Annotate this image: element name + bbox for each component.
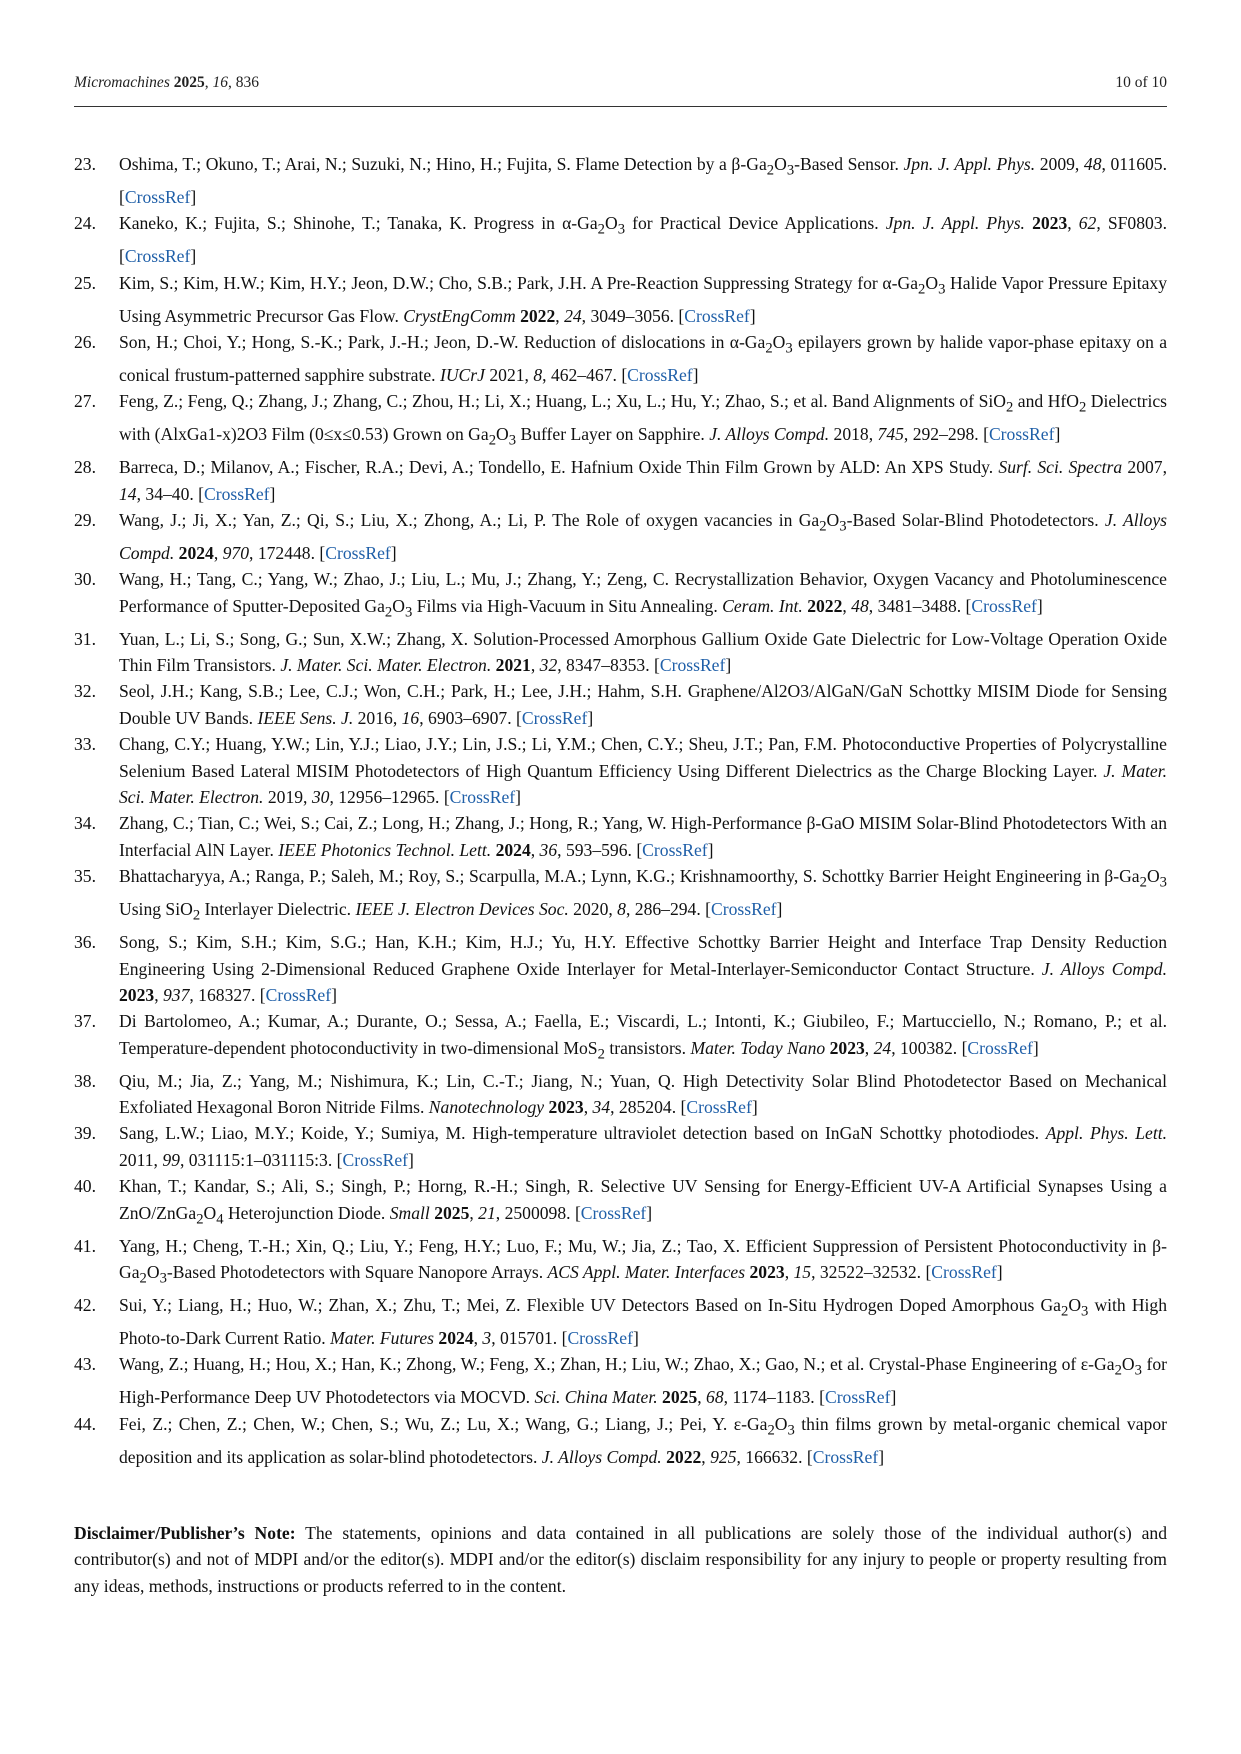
journal-abbrev: CrystEngComm <box>403 305 516 326</box>
journal-abbrev: Surf. Sci. Spectra <box>998 457 1123 478</box>
journal-abbrev: J. Alloys Compd. <box>1041 958 1167 979</box>
volume: 30 <box>311 787 330 808</box>
crossref-link[interactable]: CrossRef <box>988 424 1055 445</box>
journal-abbrev: IEEE Photonics Technol. Lett. <box>278 839 492 860</box>
crossref-link[interactable]: CrossRef <box>567 1327 633 1348</box>
reference-item <box>74 863 1167 929</box>
crossref-link[interactable]: CrossRef <box>342 1149 409 1170</box>
reference-number: 39. <box>74 1123 96 1144</box>
reference-text: Bhattacharyya, A.; Ranga, P.; Saleh, M.; Roy, S.; Scarpulla, M.A.; Lynn, K.G.; Krishnamoorthy, S. Schottky Barrier Height Engineering in $\beta-Ga_2O_3$ Using SiO$_2$ Interlayer Dielectric. IEEE J. Electron Devices Soc. 2020, 8, 286–294. [CrossRef] <box>119 866 1167 924</box>
crossref-link[interactable]: CrossRef <box>265 984 332 1005</box>
volume: 925 <box>710 1446 737 1467</box>
article-number: 836 <box>235 74 259 91</box>
crossref-link[interactable]: CrossRef <box>684 305 750 326</box>
reference-item <box>74 270 1167 329</box>
reference-item <box>74 1292 1167 1351</box>
journal-citation: Micromachines 2025, 16, 836 <box>74 74 259 91</box>
reference-number: 34. <box>74 813 96 834</box>
reference-number: 28. <box>74 457 96 478</box>
reference-item <box>74 1173 1167 1232</box>
volume: 68 <box>706 1387 724 1408</box>
reference-item <box>74 388 1167 454</box>
volume: 970 <box>222 542 250 563</box>
reference-number: 29. <box>74 509 96 530</box>
crossref-link[interactable]: CrossRef <box>124 246 191 267</box>
reference-number: 25. <box>74 272 96 293</box>
journal-abbrev: J. Alloys Compd. <box>541 1446 662 1467</box>
journal-volume: 16 <box>212 74 228 91</box>
journal-name: Micromachines <box>74 74 170 91</box>
reference-text: Qiu, M.; Jia, Z.; Yang, M.; Nishimura, K.; Lin, C.-T.; Jiang, N.; Yuan, Q. High Detectivity Solar Blind Photodetector Based on Mechanical Exfoliated Hexagonal Boron Nitride Films. Nanotechnology 2023, 34, 285204. [CrossRef] <box>119 1070 1167 1118</box>
reference-number: 37. <box>74 1011 96 1032</box>
crossref-link[interactable]: CrossRef <box>711 899 777 920</box>
reference-number: 42. <box>74 1294 96 1315</box>
journal-abbrev: Jpn. J. Appl. Phys. <box>903 154 1036 174</box>
reference-item <box>74 1068 1167 1121</box>
crossref-link[interactable]: CrossRef <box>686 1097 752 1118</box>
volume: 15 <box>793 1262 812 1283</box>
reference-item <box>74 1351 1167 1410</box>
crossref-link[interactable]: CrossRef <box>967 1037 1033 1058</box>
reference-text: Barreca, D.; Milanov, A.; Fischer, R.A.; Devi, A.; Tondello, E. Hafnium Oxide Thin Film Grown by ALD: An XPS Study. Surf. Sci. Spectra 2007, 14, 34–40. [CrossRef] <box>119 457 1167 504</box>
reference-item <box>74 1233 1167 1292</box>
volume: 937 <box>162 984 190 1005</box>
reference-text: Sui, Y.; Liang, H.; Huo, W.; Zhan, X.; Zhu, T.; Mei, Z. Flexible UV Detectors Based on In-Situ Hydrogen Doped Amorphous $Ga_2O_3$ with High Photo-to-Dark Current Ratio. Mater. Futures 2024, 3, 015701. [CrossRef] <box>119 1294 1168 1348</box>
journal-abbrev: IEEE Sens. J. <box>257 707 354 728</box>
reference-text: Zhang, C.; Tian, C.; Wei, S.; Cai, Z.; Long, H.; Zhang, J.; Hong, R.; Yang, W. High-Performance β-GaO MISIM Solar-Blind Photodetectors With an Interfacial AlN Layer. IEEE Photonics Technol. Lett. 2024, 36, 593–596. [CrossRef] <box>119 813 1167 860</box>
reference-number: 41. <box>74 1235 96 1256</box>
volume: 62 <box>1078 213 1097 234</box>
reference-number: 38. <box>74 1070 96 1091</box>
reference-number: 27. <box>74 391 96 412</box>
reference-item <box>74 566 1167 625</box>
reference-number: 31. <box>74 628 96 649</box>
reference-number: 40. <box>74 1176 96 1197</box>
reference-text: Khan, T.; Kandar, S.; Ali, S.; Singh, P.; Horng, R.-H.; Singh, R. Selective UV Sensing for Energy-Efficient UV-A Artificial Synapses Using a ZnO/$ZnGa_2O_4$ Heterojunction Diode. Small 2025, 21, 2500098. [CrossRef] <box>119 1176 1167 1228</box>
reference-list <box>74 151 1167 1470</box>
volume: 48 <box>851 595 869 616</box>
journal-abbrev: J. Mater. Sci. Mater. Electron. <box>119 760 1167 808</box>
reference-text: Yang, H.; Cheng, T.-H.; Xin, Q.; Liu, Y.; Feng, H.Y.; Luo, F.; Mu, W.; Jia, Z.; Tao, X. Efficient Suppression of Persistent Photoconductivity in $\beta-Ga_2O_3$-Based Photodetectors with Square Nanopore Arrays. ACS Appl. Mater. Interfaces 2023, 15, 32522–32532. [CrossRef] <box>119 1235 1167 1287</box>
reference-number: 44. <box>74 1413 96 1434</box>
reference-text: Sang, L.W.; Liao, M.Y.; Koide, Y.; Sumiya, M. High-temperature ultraviolet detection based on InGaN Schottky photodiodes. Appl. Phys. Lett. 2011, 99, 031115:1–031115:3. [CrossRef] <box>119 1123 1167 1170</box>
reference-item <box>74 731 1167 810</box>
volume: 8 <box>533 364 543 385</box>
reference-text: Wang, Z.; Huang, H.; Hou, X.; Han, K.; Zhong, W.; Feng, X.; Zhan, H.; Liu, W.; Zhao, X.; Gao, N.; et al. Crystal-Phase Engineering of $\varepsilon-Ga_2O_3$ for High-Performance Deep UV Photodetectors via MOCVD. Sci. China Mater. 2025, 68, 1174–1183. [CrossRef] <box>119 1354 1167 1408</box>
reference-item <box>74 1411 1167 1470</box>
reference-item <box>74 1008 1167 1067</box>
crossref-link[interactable]: CrossRef <box>642 839 708 860</box>
journal-abbrev: Appl. Phys. Lett. <box>1045 1123 1167 1144</box>
reference-text: Fei, Z.; Chen, Z.; Chen, W.; Chen, S.; Wu, Z.; Lu, X.; Wang, G.; Liang, J.; Pei, Y. $\varepsilon-Ga_2O_3$ thin films grown by metal-organic chemical vapor deposition and its application as solar-blind photodetectors. J. Alloys Compd. 2022, 925, 166632. [CrossRef] <box>119 1413 1167 1467</box>
reference-number: 30. <box>74 569 96 590</box>
reference-item <box>74 507 1167 566</box>
disclaimer-lead: Disclaimer/Publisher’s Note: <box>74 1523 296 1543</box>
journal-abbrev: IEEE J. Electron Devices Soc. <box>355 899 569 920</box>
volume: 3 <box>482 1327 492 1348</box>
volume: 32 <box>539 655 558 676</box>
reference-item <box>74 929 1167 1008</box>
reference-item <box>74 626 1167 679</box>
volume: 48 <box>1083 154 1102 174</box>
reference-text: Kim, S.; Kim, H.W.; Kim, H.Y.; Jeon, D.W.; Cho, S.B.; Park, J.H. A Pre-Reaction Suppressing Strategy for $\alpha-Ga_2O_3$ Halide Vapor Pressure Epitaxy Using Asymmetric Precursor Gas Flow. CrystEngComm 2022, 24, 3049–3056. [CrossRef] <box>119 272 1167 326</box>
journal-abbrev: Small <box>389 1202 430 1223</box>
volume: 99 <box>162 1149 180 1170</box>
reference-text: Di Bartolomeo, A.; Kumar, A.; Durante, O.; Sessa, A.; Faella, E.; Viscardi, L.; Intonti, K.; Giubileo, F.; Martucciello, N.; Romano, P.; et al. Temperature-dependent photoconductivity in two-dimensional MoS$_2$ transistors. Mater. Today Nano 2023, 24, 100382. [CrossRef] <box>119 1011 1167 1063</box>
reference-item <box>74 454 1167 507</box>
reference-item <box>74 151 1167 210</box>
crossref-link[interactable]: CrossRef <box>627 364 693 385</box>
journal-year: 2025 <box>173 74 205 91</box>
volume: 21 <box>478 1202 496 1223</box>
crossref-link[interactable]: CrossRef <box>204 483 270 504</box>
crossref-link[interactable]: CrossRef <box>325 542 391 563</box>
page-number: 10 of 10 <box>1115 74 1167 91</box>
reference-text: Wang, H.; Tang, C.; Yang, W.; Zhao, J.; Liu, L.; Mu, J.; Zhang, Y.; Zeng, C. Recrystallization Behavior, Oxygen Vacancy and Photoluminescence Performance of Sputter-Deposited $Ga_2O_3$ Films via High-Vacuum in Situ Annealing. Ceram. Int. 2022, 48, 3481–3488. [CrossRef] <box>119 569 1167 621</box>
reference-number: 43. <box>74 1354 96 1375</box>
reference-text: Seol, J.H.; Kang, S.B.; Lee, C.J.; Won, C.H.; Park, H.; Lee, J.H.; Hahm, S.H. Graphene/Al2O3/AlGaN/GaN Schottky MISIM Diode for Sensing Double UV Bands. IEEE Sens. J. 2016, 16, 6903–6907. [CrossRef] <box>119 681 1167 728</box>
reference-text: Wang, J.; Ji, X.; Yan, Z.; Qi, S.; Liu, X.; Zhong, A.; Li, P. The Role of oxygen vacancies in $Ga_2O_3$-Based Solar-Blind Photodetectors. J. Alloys Compd. 2024, 970, 172448. [CrossRef] <box>119 509 1167 563</box>
journal-abbrev: ACS Appl. Mater. Interfaces <box>547 1262 746 1283</box>
volume: 8 <box>617 899 626 920</box>
crossref-link[interactable]: CrossRef <box>521 707 588 728</box>
reference-item <box>74 210 1167 269</box>
crossref-link[interactable]: CrossRef <box>659 655 726 676</box>
reference-text: Feng, Z.; Feng, Q.; Zhang, J.; Zhang, C.; Zhou, H.; Li, X.; Huang, L.; Xu, L.; Hu, Y.; Zhao, S.; et al. Band Alignments of SiO$_2$ and HfO$_2$ Dielectrics with (AlxGa1-x)2O3 Film (0≤x≤0.53) Grown on $Ga_2O_3$ Buffer Layer on Sapphire. J. Alloys Compd. 2018, 745, 292–298. [CrossRef] <box>119 391 1167 449</box>
journal-abbrev: J. Alloys Compd. <box>119 509 1167 563</box>
reference-text: Son, H.; Choi, Y.; Hong, S.-K.; Park, J.-H.; Jeon, D.-W. Reduction of dislocations in $\alpha-Ga_2O_3$ epilayers grown by halide vapor-phase epitaxy on a conical frustum-patterned sapphire substrate. IUCrJ 2021, 8, 462–467. [CrossRef] <box>119 331 1168 385</box>
volume: 14 <box>119 483 137 504</box>
crossref-link[interactable]: CrossRef <box>580 1202 647 1223</box>
volume: 16 <box>401 707 420 728</box>
journal-abbrev: Sci. China Mater. <box>534 1387 658 1408</box>
reference-number: 33. <box>74 734 96 755</box>
volume: 24 <box>873 1037 892 1058</box>
volume: 24 <box>564 305 582 326</box>
volume: 745 <box>877 424 904 445</box>
crossref-link[interactable]: CrossRef <box>971 595 1037 616</box>
reference-item <box>74 810 1167 863</box>
journal-abbrev: Nanotechnology <box>428 1097 545 1118</box>
reference-text: Kaneko, K.; Fujita, S.; Shinohe, T.; Tanaka, K. Progress in $\alpha-Ga_2O_3$ for Practical Device Applications. Jpn. J. Appl. Phys. 2023, 62, SF0803. [CrossRef] <box>119 213 1167 267</box>
reference-number: 24. <box>74 213 96 234</box>
journal-abbrev: J. Mater. Sci. Mater. Electron. <box>280 655 492 676</box>
disclaimer-text: The statements, opinions and data contained in all publications are solely those of the individual author(s) and contributor(s) and not of MDPI and/or the editor(s). MDPI and/or the editor(s) disclaim responsibility for any injury to people or property resulting from any ideas, methods, instructions or products referred to in the content. <box>74 1523 1168 1596</box>
reference-text: Yuan, L.; Li, S.; Song, G.; Sun, X.W.; Zhang, X. Solution-Processed Amorphous Gallium Oxide Gate Dielectric for Low-Voltage Operation Oxide Thin Film Transistors. J. Mater. Sci. Mater. Electron. 2021, 32, 8347–8353. [CrossRef] <box>119 628 1167 676</box>
reference-item <box>74 678 1167 731</box>
running-header <box>74 74 1167 104</box>
crossref-link[interactable]: CrossRef <box>812 1446 879 1467</box>
crossref-link[interactable]: CrossRef <box>449 787 516 808</box>
journal-abbrev: Jpn. J. Appl. Phys. <box>885 213 1025 234</box>
crossref-link[interactable]: CrossRef <box>124 186 191 207</box>
volume: 36 <box>539 839 558 860</box>
crossref-link[interactable]: CrossRef <box>824 1387 891 1408</box>
reference-number: 23. <box>74 154 96 174</box>
crossref-link[interactable]: CrossRef <box>931 1262 997 1283</box>
reference-item <box>74 1120 1167 1173</box>
volume: 34 <box>592 1097 611 1118</box>
reference-number: 26. <box>74 331 96 352</box>
journal-abbrev: IUCrJ <box>439 364 485 385</box>
journal-abbrev: Ceram. Int. <box>722 595 803 616</box>
reference-number: 36. <box>74 932 96 953</box>
header-rule <box>74 106 1167 107</box>
journal-abbrev: J. Alloys Compd. <box>709 424 830 445</box>
journal-abbrev: Mater. Today Nano <box>690 1037 826 1058</box>
journal-abbrev: Mater. Futures <box>330 1327 435 1348</box>
reference-item <box>74 329 1167 388</box>
reference-number: 35. <box>74 866 96 887</box>
reference-number: 32. <box>74 681 96 702</box>
disclaimer <box>74 1520 1167 1599</box>
reference-text: Chang, C.Y.; Huang, Y.W.; Lin, Y.J.; Liao, J.Y.; Lin, J.S.; Li, Y.M.; Chen, C.Y.; Sheu, J.T.; Pan, F.M. Photoconductive Properties of Polycrystalline Selenium Based Lateral MISIM Photodetectors of High Quantum Efficiency Using Different Dielectrics as the Charge Blocking Layer. J. Mater. Sci. Mater. Electron. 2019, 30, 12956–12965. [CrossRef] <box>119 734 1167 808</box>
reference-text: Song, S.; Kim, S.H.; Kim, S.G.; Han, K.H.; Kim, H.J.; Yu, H.Y. Effective Schottky Barrier Height and Interface Trap Density Reduction Engineering Using 2-Dimensional Reduced Graphene Oxide Interlayer for Metal-Interlayer-Semiconductor Contact Structure. J. Alloys Compd. 2023, 937, 168327. [CrossRef] <box>119 932 1167 1005</box>
reference-text: Oshima, T.; Okuno, T.; Arai, N.; Suzuki, N.; Hino, H.; Fujita, S. Flame Detection by a $\beta-Ga_2O_3$-Based Sensor. Jpn. J. Appl. Phys. 2009, 48, 011605. [CrossRef] <box>119 154 1167 207</box>
